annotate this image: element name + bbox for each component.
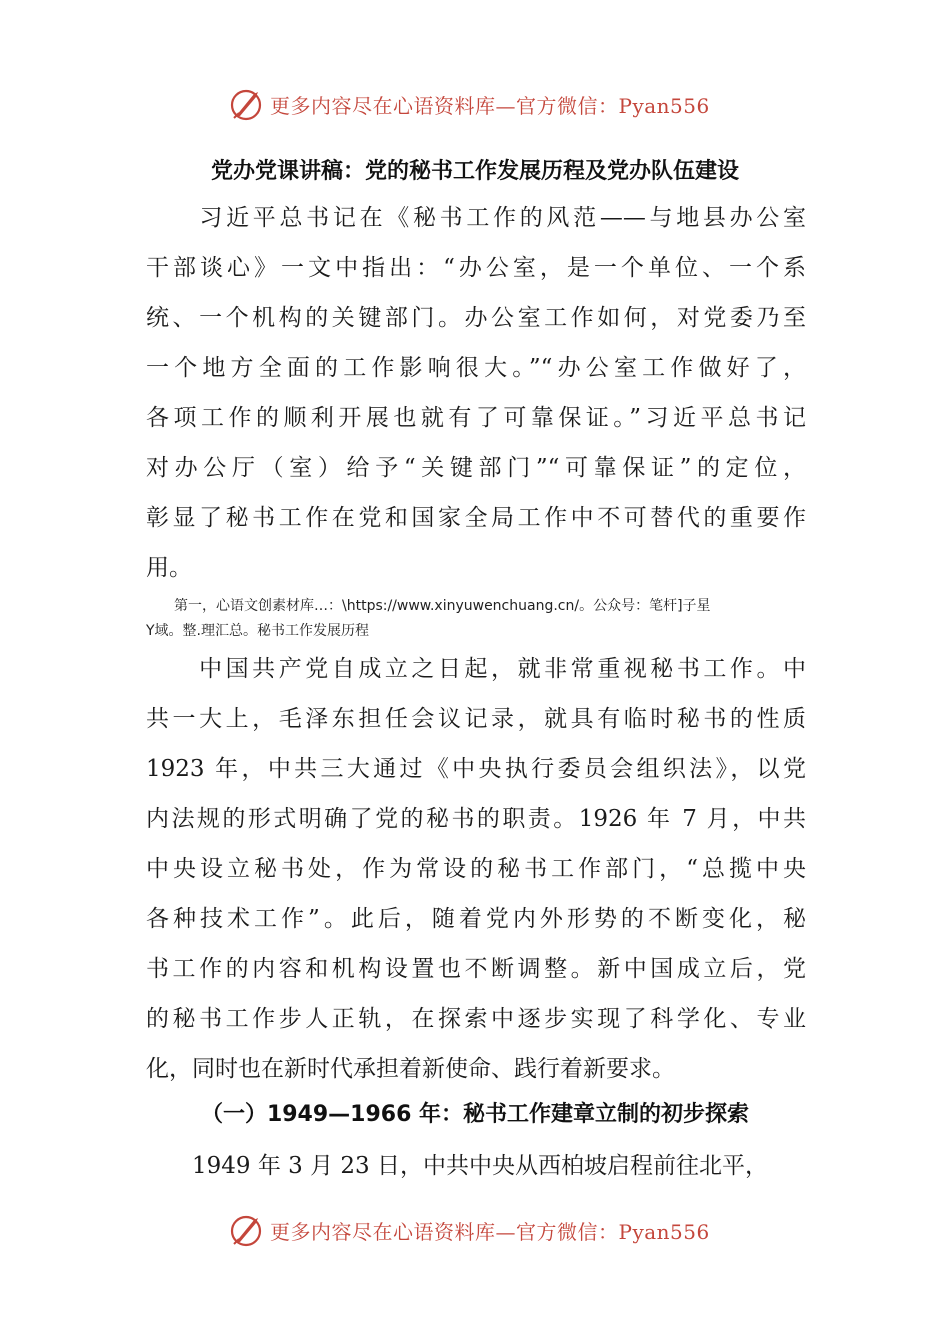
history-line: 内法规的形式明确了党的秘书的职责。1926 年 7 月，中共 (146, 806, 806, 832)
intro-line: 对办公厅（室）给予“关键部门”“可靠保证”的定位， (146, 455, 806, 481)
intro-line: 用。 (146, 555, 192, 581)
footer-banner (228, 1210, 710, 1250)
history-line: 共一大上，毛泽东担任会议记录，就具有临时秘书的性质 (146, 706, 806, 732)
paragraph-1949 (146, 1141, 806, 1191)
intro-line: 干部谈心》一文中指出：“办公室，是一个单位、一个系 (146, 255, 806, 281)
source-note (146, 594, 806, 644)
wechat-id: Pyan556 (618, 1219, 710, 1244)
section-line: 1949 年 3 月 23 日，中共中央从西柏坡启程前往北平， (146, 1153, 768, 1179)
header-banner (228, 84, 710, 124)
paragraph-history (146, 644, 806, 1094)
intro-line: 各项工作的顺利开展也就有了可靠保证。”习近平总书记 (146, 405, 806, 431)
history-line: 中央设立秘书处，作为常设的秘书工作部门，“总揽中央 (146, 856, 806, 882)
intro-line: 习近平总书记在《秘书工作的风范——与地县办公室 (146, 205, 806, 231)
section-heading: （一）1949—1966 年：秘书工作建章立制的初步探索 (200, 1102, 750, 1127)
quill-pen-logo-icon (228, 86, 264, 122)
history-line: 书工作的内容和机构设置也不断调整。新中国成立后，党 (146, 956, 806, 982)
note-line: 第一，心语文创素材库…：\https://www.xinyuwenchuang.cn/。公众号：笔杆]子星 (146, 598, 711, 614)
wechat-id: Pyan556 (618, 93, 710, 118)
document-title: 党办党课讲稿：党的秘书工作发展历程及党办队伍建设 (210, 159, 739, 184)
paragraph-intro (146, 193, 806, 593)
history-line: 化，同时也在新时代承担着新使命、践行着新要求。 (146, 1056, 675, 1082)
quill-pen-logo-icon (228, 1212, 264, 1248)
history-line: 各种技术工作”。此后，随着党内外形势的不断变化，秘 (146, 906, 806, 932)
history-line: 的秘书工作步人正轨，在探索中逐步实现了科学化、专业 (146, 1006, 806, 1032)
banner-text: 更多内容尽在心语资料库—官方微信：Pyan556 (270, 93, 710, 118)
history-line: 中国共产党自成立之日起，就非常重视秘书工作。中 (146, 656, 806, 682)
note-line: Y域。整.理汇总。秘书工作发展历程 (146, 623, 370, 639)
intro-line: 彰显了秘书工作在党和国家全局工作中不可替代的重要作 (146, 505, 806, 531)
intro-line: 一个地方全面的工作影响很大。”“办公室工作做好了， (146, 355, 806, 381)
history-line: 1923 年，中共三大通过《中央执行委员会组织法》，以党 (146, 756, 806, 782)
intro-line: 统、一个机构的关键部门。办公室工作如何，对党委乃至 (146, 305, 806, 331)
banner-text: 更多内容尽在心语资料库—官方微信：Pyan556 (270, 1219, 710, 1244)
